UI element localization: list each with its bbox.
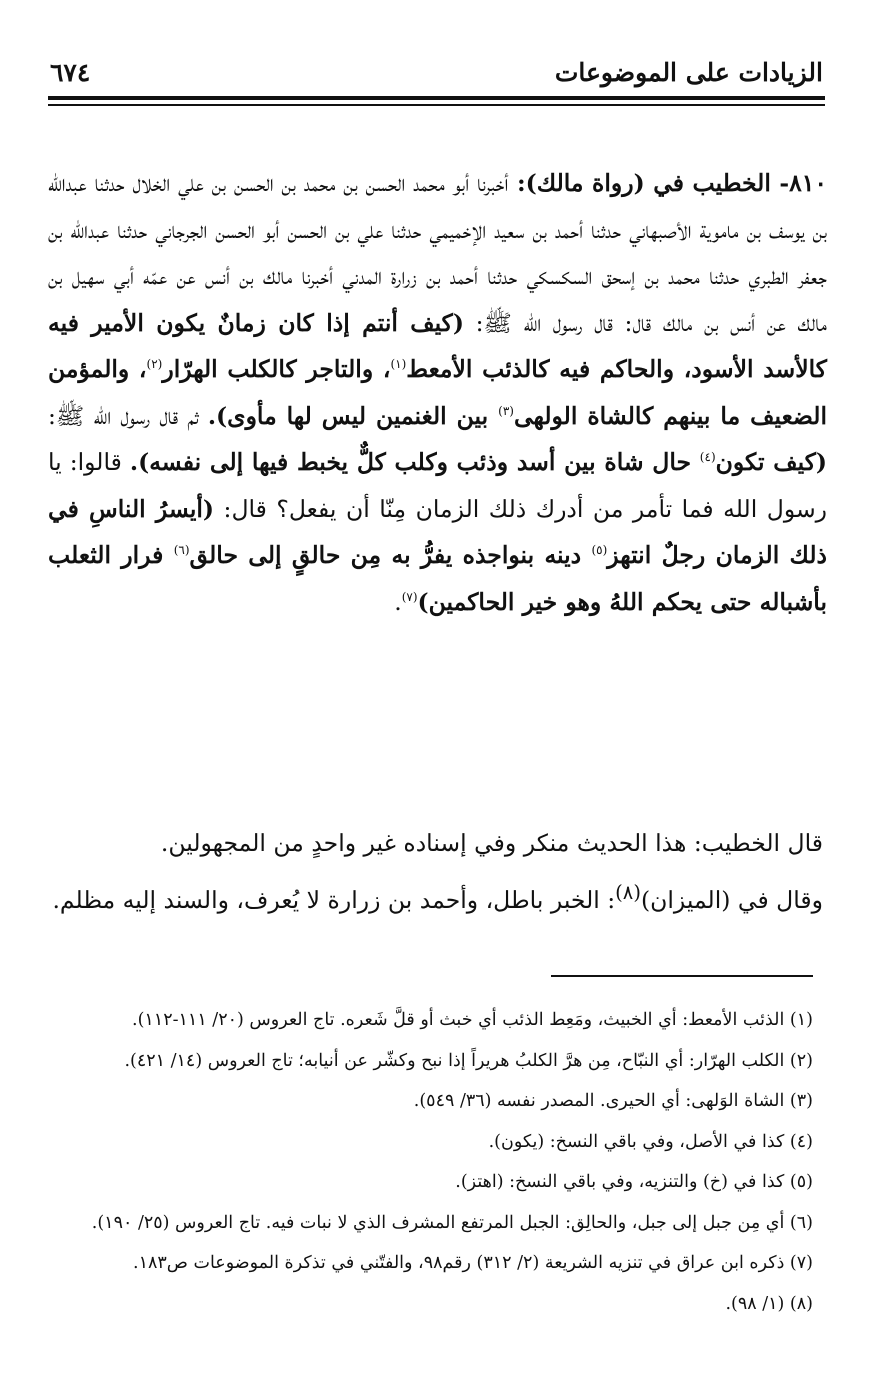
page-header: [50, 52, 823, 92]
footnote: (٣) الشاة الوَلهى: أي الحيرى. المصدر نفسه (٣٦/ ٥٤٩).: [413, 1091, 813, 1111]
footnote-separator: [551, 975, 813, 977]
matn-part: (كيف تكون: [715, 448, 828, 476]
matn-part: دينه بنواجذه يفرُّ به مِن حالقٍ إلى حالق: [189, 541, 592, 569]
matn-part: (أيسرُ الناسِ في ذلك الزمان رجلٌ انتهز: [48, 494, 827, 569]
matn-part: فرار الثعلب بأشباله حتى يحكم اللهُ وهو خير الحاكمين): [48, 541, 827, 616]
matn-part: ، والمؤمن الضعيف ما بينهم كالشاة الولهى: [48, 355, 827, 430]
footnote-ref: (٤): [699, 450, 716, 465]
footnote: (٥) كذا في (خ) والتنزيه، وفي باقي النسخ: (اهتز).: [455, 1172, 813, 1192]
footnote-ref: (١): [390, 357, 407, 372]
matn-part: بين الغنمين ليس لها مأوى).: [207, 401, 499, 430]
narration-text: قالوا: يا رسول الله فما تأمر من أدرك ذلك الزمان مِنّا أن يفعل؟ قال:: [48, 448, 827, 523]
footnote-ref: (٥): [591, 543, 608, 558]
hadith-source: الخطيب في (رواة مالك):: [508, 169, 771, 197]
commentary-text: وقال في (الميزان): [640, 885, 823, 914]
hadith-paragraph: [48, 160, 827, 625]
commentary-text: : الخبر باطل، وأحمد بن زرارة لا يُعرف، والسند إليه مظلم.: [52, 885, 616, 914]
isnad: أخبرنا أبو محمد الحسن بن محمد بن الحسن بن علي الخلال حدثنا عبدالله بن يوسف بن ماموية الأصبهاني حدثنا أحمد بن سعيد الإخميمي حدثنا علي بن الحسن أبو الحسن الجرجاني حدثنا عبدالله بن جعفر الطبري حدثنا محمد بن إسحق السكسكي حدثنا أحمد بن زرارة المدني أخبرنا مالك بن أنس عن عمّه أبي سهيل بن مالك عن أنس بن مالك قال: قال رسول الله ﷺ:: [48, 169, 827, 337]
header-rule-thick: [48, 96, 825, 100]
end-mark: .: [394, 587, 402, 616]
header-rule-thin: [48, 104, 825, 106]
matn-part: (كيف أنتم إذا كان زمانٌ يكون الأمير فيه كالأسد الأسود، والحاكم فيه كالذئب الأمعط: [48, 308, 827, 383]
commentary-line: قال الخطيب: هذا الحديث منكر وفي إسناده غير واحدٍ من المجهولين.: [160, 829, 823, 857]
footnote: (١) الذئب الأمعط: أي الخبيث، ومَعِط الذئب أي خبث أو قلَّ شَعره. تاج العروس (٢٠/ ١١١-١١٢).: [132, 1010, 813, 1030]
narration-text: ثم قال رسول الله ﷺ:: [48, 401, 208, 430]
footnote-ref: (٣): [498, 403, 514, 418]
commentary-line: [48, 868, 823, 925]
page-number: ٦٧٤: [50, 57, 91, 87]
running-title: الزيادات على الموضوعات: [554, 57, 823, 87]
matn-part: حال شاة بين أسد وذئب وكلب كلٌّ يخبط فيها إلى نفسه).: [129, 448, 700, 476]
footnote-ref: (٦): [173, 543, 190, 558]
footnote-ref: (٢): [146, 357, 163, 372]
matn-part: ، والتاجر كالكلب الهرّار: [162, 355, 391, 383]
footnote: (٨) (١/ ٩٨).: [725, 1293, 813, 1314]
footnote: (٧) ذكره ابن عراق في تنزيه الشريعة (٢/ ٣١٢) رقم٩٨، والفتّني في تذكرة الموضوعات ص١٨٣.: [132, 1253, 813, 1273]
footnote-ref: (٧): [401, 589, 418, 604]
footnote: (٤) كذا في الأصل، وفي باقي النسخ: (يكون).: [488, 1131, 813, 1152]
footnote: (٦) أي مِن جبل إلى جبل، والحالِق: الجبل المرتفع المشرف الذي لا نبات فيه. تاج العروس (٢٥/ ١٩٠).: [91, 1212, 813, 1233]
hadith-number: ٨١٠-: [770, 169, 828, 197]
hadith-text: [48, 160, 827, 625]
footnote: (٢) الكلب الهرّار: أي النبّاح، مِن هرَّ الكلبُ هريراً إذا نبح وكشّر عن أنيابه؛ تاج العروس (١٤/ ٤٢١).: [124, 1050, 813, 1071]
commentary: [48, 818, 823, 925]
footnote-ref: (٨): [615, 881, 641, 904]
footnotes: [50, 1000, 813, 1324]
